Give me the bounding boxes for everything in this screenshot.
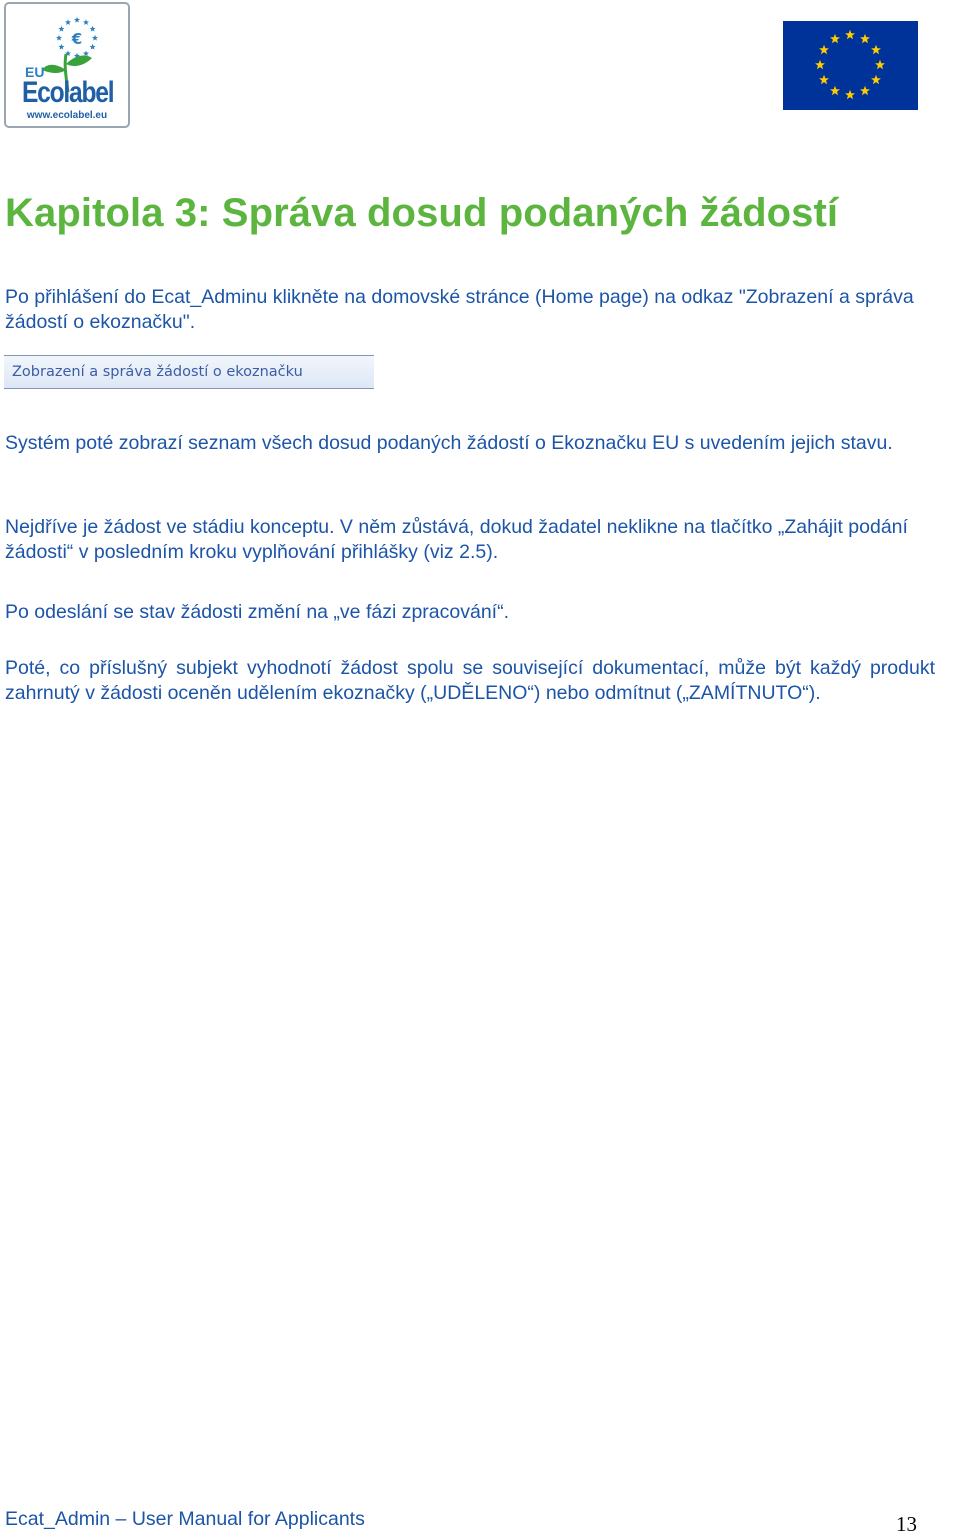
footer-manual-title: Ecat_Admin – User Manual for Applicants bbox=[5, 1508, 365, 1530]
eu-ecolabel-logo bbox=[4, 2, 130, 128]
star-icon bbox=[871, 45, 881, 54]
star-icon bbox=[819, 45, 829, 54]
page-number: 13 bbox=[896, 1512, 917, 1536]
chapter-title: Kapitola 3: Správa dosud podaných žádostí bbox=[5, 191, 839, 235]
star-icon bbox=[92, 35, 98, 41]
star-icon bbox=[860, 86, 870, 95]
star-icon bbox=[58, 26, 64, 32]
ecolabel-word: Ecolabel bbox=[22, 76, 114, 109]
star-icon bbox=[65, 19, 71, 25]
star-icon bbox=[875, 60, 885, 69]
star-icon bbox=[845, 90, 855, 99]
ecolabel-eu-text: EU bbox=[25, 64, 45, 80]
star-icon bbox=[815, 60, 825, 69]
ecolabel-url: www.ecolabel.eu bbox=[26, 110, 108, 121]
paragraph-draft-stage: Nejdříve je žádost ve stádiu konceptu. V něm zůstává, dokud žadatel neklikne na tlačítko „Zahájit podání žádosti“ v posledním kroku vyplňování přihlášky (viz 2.5). bbox=[5, 516, 908, 563]
star-icon bbox=[830, 86, 840, 95]
star-icon bbox=[871, 75, 881, 84]
paragraph-evaluation-result: Poté, co příslušný subjekt vyhodnotí žádost spolu se související dokumentací, může být každý produkt zahrnutý v žádosti oceněn udělením ekoznačky („UDĚLENO“) nebo odmítnut („ZAMÍTNUTO“). bbox=[5, 657, 935, 704]
eu-stars-icon bbox=[783, 21, 918, 110]
star-icon bbox=[56, 35, 62, 41]
paragraph-list-display: Systém poté zobrazí seznam všech dosud podaných žádostí o Ekoznačku EU s uvedením jejich stavu. bbox=[5, 432, 893, 454]
star-icon bbox=[74, 17, 80, 23]
star-icon bbox=[58, 44, 64, 50]
star-icon bbox=[83, 19, 89, 25]
view-manage-applications-link[interactable]: Zobrazení a správa žádostí o ekoznačku bbox=[12, 364, 303, 380]
star-icon bbox=[90, 26, 96, 32]
eu-flag-logo bbox=[783, 21, 918, 110]
star-icon bbox=[819, 75, 829, 84]
star-icon bbox=[83, 50, 89, 56]
paragraph-after-submission: Po odeslání se stav žádosti změní na „ve fázi zpracování“. bbox=[5, 601, 510, 623]
star-icon bbox=[845, 30, 855, 39]
star-icon bbox=[830, 34, 840, 43]
svg-text:€: € bbox=[71, 30, 83, 48]
star-icon bbox=[90, 44, 96, 50]
paragraph-login-instructions: Po přihlášení do Ecat_Adminu klikněte na domovské stránce (Home page) na odkaz "Zobrazení a správa žádostí o ekoznačku". bbox=[5, 286, 914, 333]
star-icon bbox=[860, 34, 870, 43]
screenshot-link-box bbox=[4, 355, 374, 389]
